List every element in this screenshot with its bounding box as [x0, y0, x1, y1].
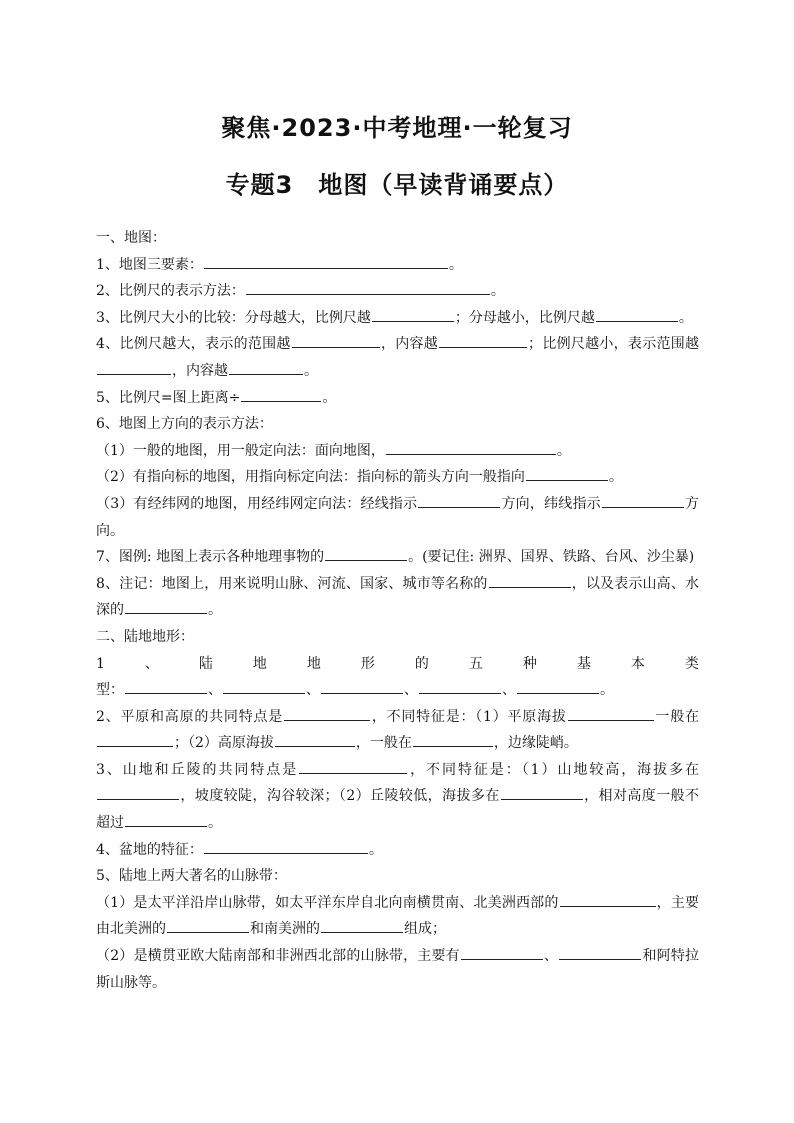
item-2-2: 2、平原和高原的共同特点是 ，不同特征是：（1）平原海拔 一般在；（2）高原海拔 ，一般在 ，边缘陡峭。 — [96, 704, 699, 757]
fill-blank[interactable] — [125, 599, 207, 614]
fill-blank[interactable] — [559, 945, 641, 960]
fill-blank[interactable] — [501, 785, 583, 800]
spread-char: 类 — [684, 655, 699, 672]
document-title: 聚焦·2023·中考地理·一轮复习 — [221, 114, 573, 142]
fill-blank[interactable] — [246, 280, 490, 295]
fill-blank[interactable] — [167, 918, 249, 933]
fill-blank[interactable] — [419, 679, 501, 694]
spread-char: 形 — [360, 655, 375, 672]
fill-blank[interactable] — [125, 812, 207, 827]
fill-blank[interactable] — [125, 679, 207, 694]
fill-blank[interactable] — [241, 387, 321, 402]
fill-blank[interactable] — [413, 732, 493, 747]
spread-char: 地 — [252, 655, 267, 672]
spread-char: 的 — [414, 655, 429, 672]
item-2-5-2: （2）是横贯亚欧大陆南部和非洲西北部的山脉带，主要有 、 和阿特拉斯山脉等。 — [96, 943, 699, 996]
item-1-8: 8、注记：地图上，用来说明山脉、河流、国家、城市等名称的 ，以及表示山高、水深的 。 — [96, 571, 699, 624]
fill-blank[interactable] — [526, 466, 608, 481]
spread-char: 陆 — [198, 655, 213, 672]
fill-blank[interactable] — [223, 679, 305, 694]
item-1-2: 2、比例尺的表示方法： 。 — [96, 278, 699, 305]
fill-blank[interactable] — [321, 679, 403, 694]
fill-blank[interactable] — [325, 546, 407, 561]
fill-blank[interactable] — [229, 360, 303, 375]
section-heading-landforms: 二、陆地地形： — [96, 628, 194, 645]
fill-blank[interactable] — [517, 679, 599, 694]
fill-blank[interactable] — [97, 785, 179, 800]
item-2-1-spread — [96, 651, 699, 678]
item-1-7: 7、图例: 地图上表示各种地理事物的 。(要记住: 洲界、国界、铁路、台风、沙尘暴) — [96, 544, 699, 571]
fill-blank[interactable] — [602, 493, 684, 508]
fill-blank[interactable] — [275, 732, 355, 747]
fill-blank[interactable] — [284, 706, 370, 721]
fill-blank[interactable] — [560, 892, 656, 907]
item-1-6-1: （1）一般的地图，用一般定向法：面向地图， 。 — [96, 438, 699, 465]
spread-char: 种 — [522, 655, 537, 672]
fill-blank[interactable] — [97, 360, 171, 375]
spread-char: 本 — [630, 655, 645, 672]
fill-blank[interactable] — [418, 493, 500, 508]
document-body — [96, 225, 699, 996]
fill-blank[interactable] — [568, 706, 654, 721]
fill-blank[interactable] — [299, 759, 407, 774]
spread-char: 五 — [468, 655, 483, 672]
fill-blank[interactable] — [439, 333, 527, 348]
fill-blank[interactable] — [97, 732, 173, 747]
item-2-5-1: （1）是太平洋沿岸山脉带，如太平洋东岸自北向南横贯南、北美洲西部的 ，主要由北美洲的 和南美洲的 组成； — [96, 890, 699, 943]
item-2-3: 3、山地和丘陵的共同特点是 ，不同特征是：（1）山地较高，海拔多在，坡度较陡，沟谷较深；（2）丘陵较低，海拔多在 ，相对高度一般不超过 。 — [96, 757, 699, 837]
item-2-4: 4、盆地的特征： 。 — [96, 837, 699, 864]
fill-blank[interactable] — [489, 573, 571, 588]
item-1-3: 3、比例尺大小的比较：分母越大，比例尺越 ；分母越小，比例尺越 。 — [96, 305, 699, 332]
item-1-1: 1、地图三要素： 。 — [96, 252, 699, 279]
fill-blank[interactable] — [386, 440, 556, 455]
fill-blank[interactable] — [596, 307, 678, 322]
spread-char: 地 — [306, 655, 321, 672]
fill-blank[interactable] — [321, 918, 403, 933]
fill-blank[interactable] — [204, 839, 368, 854]
item-1-4: 4、比例尺越大，表示的范围越 ，内容越 ；比例尺越小，表示范围越，内容越 。 — [96, 331, 699, 384]
spread-char: 、 — [144, 655, 159, 672]
fill-blank[interactable] — [461, 945, 543, 960]
item-1-6: 6、地图上方向的表示方法： — [96, 416, 273, 433]
item-2-5: 5、陆地上两大著名的山脉带： — [96, 868, 287, 885]
item-1-6-2: （2）有指向标的地图，用指向标定向法：指向标的箭头方向一般指向 。 — [96, 464, 699, 491]
item-1-6-3: （3）有经纬网的地图，用经纬网定向法：经线指示 方向，纬线指示 方向。 — [96, 491, 699, 544]
section-heading-map: 一、地图： — [96, 230, 166, 246]
document-subtitle: 专题3 地图（早读背诵要点） — [225, 171, 569, 199]
fill-blank[interactable] — [372, 307, 454, 322]
item-2-1-types: 型： 、 、 、 、 。 — [96, 677, 699, 704]
item-1-5: 5、比例尺=图上距离÷ 。 — [96, 385, 699, 412]
fill-blank[interactable] — [204, 254, 448, 269]
spread-char: 基 — [576, 655, 591, 672]
fill-blank[interactable] — [292, 333, 380, 348]
spread-char: 1 — [96, 655, 105, 672]
